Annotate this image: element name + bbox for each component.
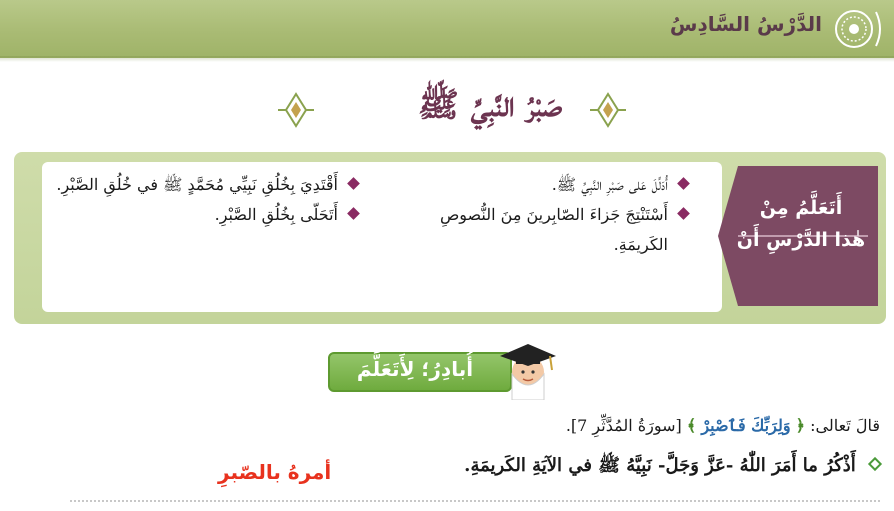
objectives-box <box>14 152 886 324</box>
diamond-bullet-icon <box>677 207 690 220</box>
objective-text: أَقْتَدِيَ بِخُلُقِ نَبِيِّي مُحَمَّدٍ ﷺ في خُلُقِ الصَّبْرِ. <box>56 175 338 194</box>
title-ornament-icon <box>276 90 316 130</box>
title-ornament-icon <box>588 90 628 130</box>
verse-close-bracket: ﴾ <box>686 416 697 435</box>
lesson-label: الدَّرْسُ السَّادِسُ <box>669 12 822 36</box>
title-area <box>0 78 894 142</box>
student-avatar-icon <box>498 338 558 400</box>
verse-open-bracket: ﴿ <box>795 416 806 435</box>
header-band <box>0 0 894 58</box>
verse-text: وَلِرَبِّكَ فَٱصْبِرْ <box>701 416 791 435</box>
objectives-tab-line2: هٰذا الدَّرْسِ أَنْ <box>736 229 866 251</box>
handwritten-answer: أمرهُ بالصّبرِ <box>218 460 332 484</box>
objectives-tab-line1: أَتَعَلَّمُ مِنْ <box>759 197 843 219</box>
quran-prefix: قالَ تَعالى: <box>810 416 880 435</box>
diamond-bullet-icon <box>868 457 882 471</box>
header-ornament-icon <box>832 4 886 54</box>
question-text: أَذْكُرُ ما أَمَرَ اللّٰهُ -عَزَّ وَجَلَّ- نَبِيَّهُ ﷺ في الآيَةِ الكَريمَةِ. <box>464 455 856 476</box>
objective-item <box>390 200 690 260</box>
quran-verse-line <box>180 416 880 435</box>
objective-item <box>40 200 360 230</box>
diamond-bullet-icon <box>677 177 690 190</box>
answer-line <box>70 500 880 502</box>
objectives-right-column <box>390 170 690 260</box>
verse-reference: [سورَةُ المُدَّثِّرِ 7]. <box>565 416 682 435</box>
start-label: أُبادِرُ؛ لِأَتَعَلَّمَ <box>356 357 474 381</box>
lesson-title: صَبْرُ النَّبِيِّ ﷺ <box>417 85 563 125</box>
diamond-bullet-icon <box>347 207 360 220</box>
objective-item <box>390 170 690 200</box>
objective-text: أُدَلِّلَ عَلى صَبْرِ النَّبِيِّ ﷺ. <box>551 175 668 194</box>
objectives-tab-label <box>736 192 866 256</box>
start-section <box>320 338 560 402</box>
objective-text: أَتَحَلّى بِخُلُقِ الصَّبْرِ. <box>214 205 338 224</box>
question-line <box>40 454 880 480</box>
objective-item <box>40 170 360 200</box>
objective-text: أَسْتَنْتِجَ جَزاءَ الصّابِرينَ مِنَ النُّصوصِ الكَريمَةِ. <box>439 205 668 254</box>
diamond-bullet-icon <box>347 177 360 190</box>
objectives-left-column <box>40 170 360 230</box>
